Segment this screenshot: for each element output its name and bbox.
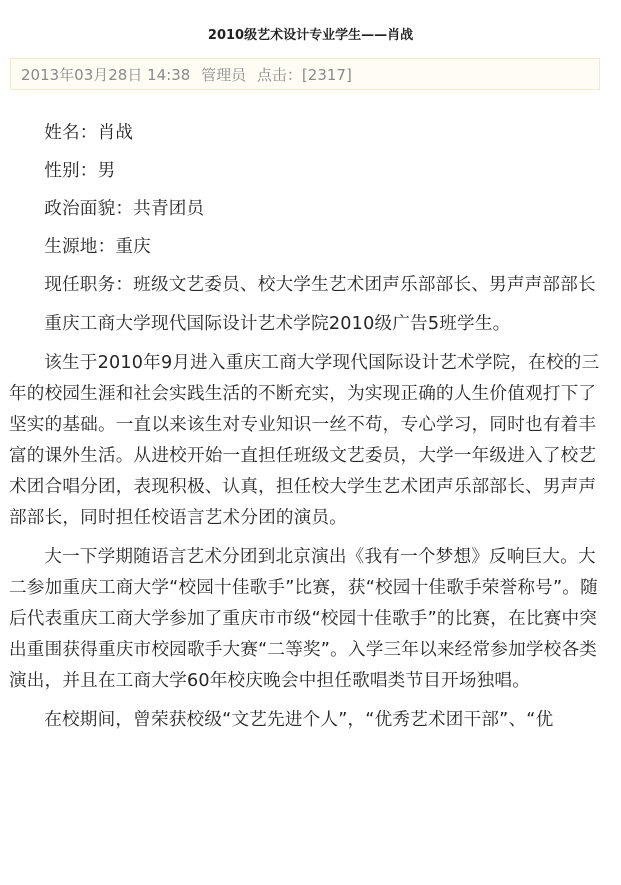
paragraph-name: 姓名：肖战 bbox=[44, 123, 134, 143]
paragraph-position: 现任职务：班级文艺委员、校大学生艺术团声乐部部长、男声声部部长 bbox=[44, 275, 596, 295]
paragraph-origin: 生源地：重庆 bbox=[44, 237, 151, 257]
click-count: 点击：[2317] bbox=[256, 66, 352, 84]
paragraph-intro: 该生于2010年9月进入重庆工商大学现代国际设计艺术学院，在校的三年的校园生涯和社会实践生活的不断充实，为实现正确的人生价值观打下了坚实的基础。一直以来该生对专业知识一丝不苟，专心学习，同时也有着丰富的课外生活。从进校开始一直担任班级文艺委员，大学一年级进入了校艺术团合唱分团，表现积极、认真，担任校大学生艺术团声乐部部长、男声声部部长，同时担任校语言艺术分团的演员。 bbox=[9, 353, 600, 528]
paragraph-honors: 在校期间，曾荣获校级“文艺先进个人”，“优秀艺术团干部”、“优 bbox=[44, 710, 554, 730]
paragraph-gender: 性别：男 bbox=[44, 161, 116, 181]
paragraph-political-status: 政治面貌：共青团员 bbox=[44, 199, 205, 219]
article-meta bbox=[10, 58, 600, 90]
article-body bbox=[9, 118, 601, 744]
paragraph-class: 重庆工商大学现代国际设计艺术学院2010级广告5班学生。 bbox=[44, 314, 511, 334]
paragraph-achievements: 大一下学期随语言艺术分团到北京演出《我有一个梦想》反响巨大。大二参加重庆工商大学“校园十佳歌手”比赛，获“校园十佳歌手荣誉称号”。随后代表重庆工商大学参加了重庆市市级“校园十佳歌手”的比赛，在比赛中突出重围获得重庆市校园歌手大赛“二等奖”。入学三年以来经常参加学校各类演出，并且在工商大学60年校庆晚会中担任歌唱类节目开场独唱。 bbox=[9, 547, 598, 691]
author: 管理员 bbox=[201, 66, 247, 84]
article-title: 2010级艺术设计专业学生——肖战 bbox=[207, 28, 414, 43]
publish-date: 2013年03月28日 14:38 bbox=[21, 66, 191, 84]
